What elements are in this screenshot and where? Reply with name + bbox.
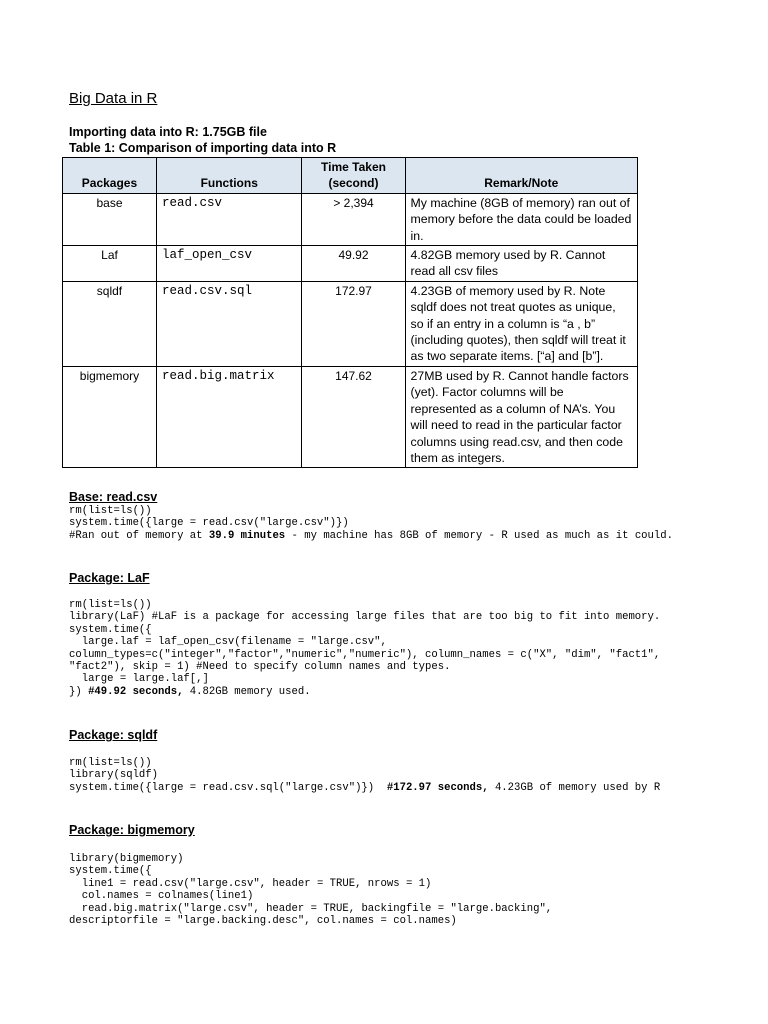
- code-emphasis: #49.92 seconds,: [88, 685, 184, 698]
- table-header-row: [63, 158, 638, 194]
- code-emphasis: #172.97 seconds,: [386, 781, 489, 794]
- code-text: 4.23GB of memory used by R: [488, 781, 661, 794]
- code-text: rm(list=ls()) library(sqldf) system.time({large = read.csv.sql("large.csv")}): [69, 757, 375, 794]
- header-packages: Packages: [63, 158, 157, 194]
- cell-function: read.csv.sql: [156, 281, 302, 366]
- cell-remark: My machine (8GB of memory) ran out of memory before the data could be loaded in.: [405, 193, 637, 245]
- code-text: - my machine has 8GB of memory - R used as much as it could.: [285, 529, 673, 542]
- cell-time: 172.97: [302, 281, 405, 366]
- section-heading-bigmemory: Package: bigmemory: [69, 823, 195, 837]
- cell-function: laf_open_csv: [156, 246, 302, 282]
- code-block-laf: [69, 599, 699, 698]
- cell-time: > 2,394: [302, 193, 405, 245]
- page-title: Big Data in R: [69, 90, 158, 107]
- code-block-sqldf: [69, 757, 699, 794]
- table-row: [63, 193, 638, 245]
- section-heading-sqldf: Package: sqldf: [69, 728, 158, 742]
- table-row: [63, 281, 638, 366]
- cell-function: read.big.matrix: [156, 366, 302, 467]
- code-emphasis: 39.9 minutes: [208, 529, 286, 542]
- code-text: rm(list=ls()) system.time({large = read.csv("large.csv")}) #Ran out of memory at: [69, 505, 349, 542]
- cell-remark: 27MB used by R. Cannot handle factors (yet). Factor columns will be represented as a column of NA’s. You will need to read in the particular factor columns using read.csv, and then code them as integers.: [405, 366, 637, 467]
- code-text: 4.82GB memory used.: [183, 685, 311, 698]
- code-block-base: [69, 505, 699, 542]
- code-text: rm(list=ls()) library(LaF) #LaF is a package for accessing large files that are too big to fit into memory. system.time({ large.laf = laf_open_csv(filename = "large.csv", column_types=c("integer","factor","numeric","numeric"), column_names = c("X", "dim", "fact1", "fact2"), skip = 1) #Need to specify column names and types. large = large.laf[,] }): [69, 599, 661, 698]
- cell-remark: 4.82GB memory used by R. Cannot read all csv files: [405, 246, 637, 282]
- page-subtitle: Importing data into R: 1.75GB file: [69, 125, 267, 139]
- cell-time: 49.92: [302, 246, 405, 282]
- table-row: [63, 246, 638, 282]
- cell-package: bigmemory: [63, 366, 157, 467]
- table-row: [63, 366, 638, 467]
- section-heading-base: Base: read.csv: [69, 490, 158, 504]
- table-caption: Table 1: Comparison of importing data into R: [69, 141, 337, 155]
- code-block-bigmemory: library(bigmemory) system.time({ line1 = read.csv("large.csv", header = TRUE, nrows = 1) col.names = colnames(line1) read.big.matrix("large.csv", header = TRUE, backingfile = "large.backing", descriptorfile = "large.backing.desc", col.names = col.names): [69, 853, 553, 928]
- header-remark: Remark/Note: [405, 158, 637, 194]
- cell-package: base: [63, 193, 157, 245]
- cell-package: sqldf: [63, 281, 157, 366]
- cell-remark: 4.23GB of memory used by R. Note sqldf does not treat quotes as unique, so if an entry in a column is “a , b” (including quotes), then sqldf will treat it as two separate items. [“a] and [b”].: [405, 281, 637, 366]
- comparison-table: [62, 157, 638, 468]
- header-time: Time Taken (second): [302, 158, 405, 194]
- cell-function: read.csv: [156, 193, 302, 245]
- header-functions: Functions: [156, 158, 302, 194]
- section-heading-laf: Package: LaF: [69, 571, 150, 585]
- cell-time: 147.62: [302, 366, 405, 467]
- cell-package: Laf: [63, 246, 157, 282]
